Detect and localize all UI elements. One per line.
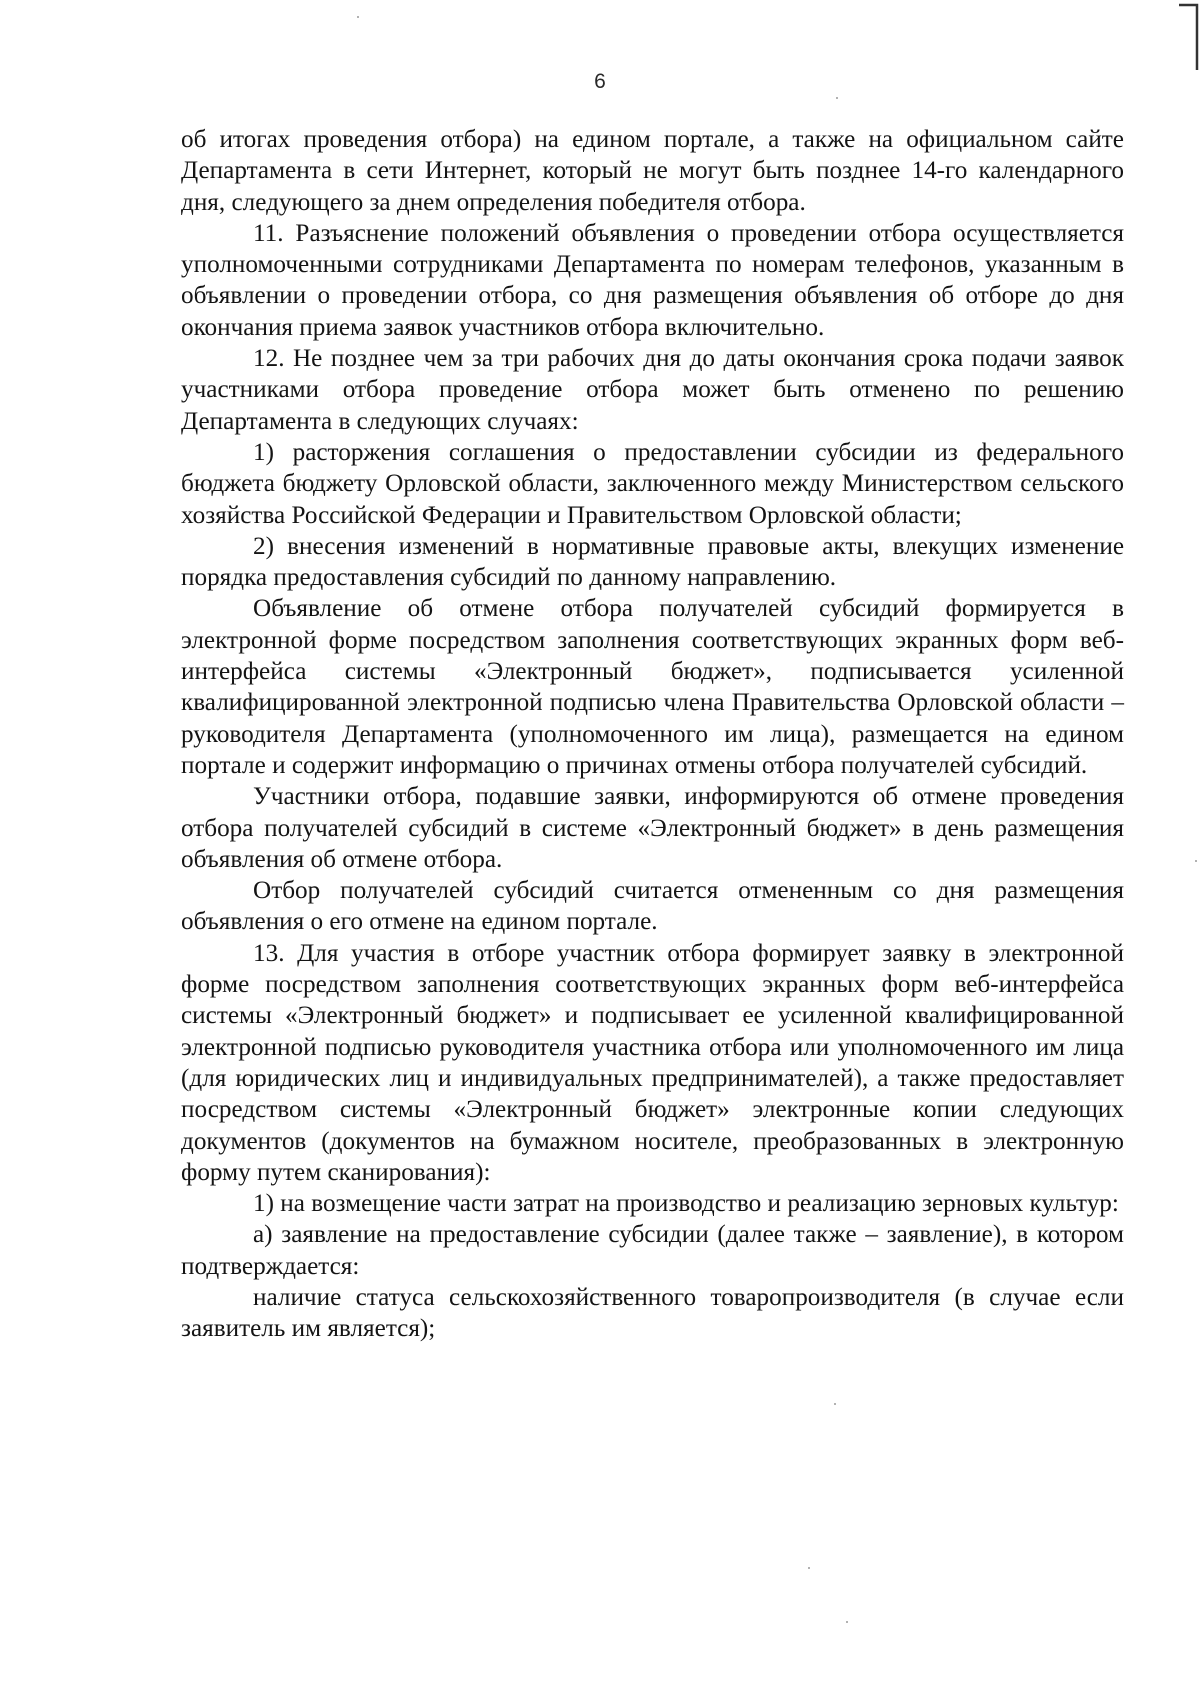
scan-speck	[846, 1621, 848, 1623]
paragraph-selection-cancelled: Отбор получателей субсидий считается отмененным со дня размещения объявления о его отмене на едином портале.	[181, 877, 1124, 936]
scan-speck	[357, 16, 359, 18]
scan-speck	[834, 1403, 836, 1405]
scan-speck	[808, 1567, 810, 1569]
scan-speck	[1195, 860, 1197, 862]
paragraph-status-confirmation: наличие статуса сельскохозяйственного товаропроизводителя (в случае если заявитель им является);	[181, 1283, 1124, 1343]
paragraph-participants-informed: Участники отбора, подавшие заявки, информируются об отмене проведения отбора получателей субсидий в системе «Электронный бюджет» в день размещения объявления об отмене отбора.	[181, 783, 1124, 873]
paragraph-clause-12-item-2: 2) внесения изменений в нормативные правовые акты, влекущих изменение порядка предоставления субсидий по данному направлению.	[181, 532, 1124, 592]
paragraph-clause-13-item-a: а) заявление на предоставление субсидии (далее также – заявление), в котором подтверждается:	[181, 1221, 1124, 1280]
paragraph-clause-12-item-1: 1) расторжения соглашения о предоставлении субсидии из федерального бюджета бюджету Орловской области, заключенного между Министерством сельского хозяйства Российской Федерации и Правительством Орловской области;	[181, 438, 1124, 529]
paragraph-clause-12: 12. Не позднее чем за три рабочих дня до даты окончания срока подачи заявок участниками отбора проведение отбора может быть отменено по решению Департамента в следующих случаях:	[181, 345, 1124, 435]
scan-corner-mark	[1178, 0, 1200, 70]
document-body	[181, 124, 1124, 1345]
page-number: 6	[594, 70, 606, 93]
paragraph-clause-13-item-1: 1) на возмещение части затрат на производство и реализацию зерновых культур:	[253, 1190, 1119, 1218]
paragraph-continuation: об итогах проведения отбора) на едином портале, а также на официальном сайте Департамента в сети Интернет, который не могут быть позднее 14-го календарного дня, следующего за днем определения победителя отбора.	[181, 126, 1124, 216]
paragraph-clause-11: 11. Разъяснение положений объявления о проведении отбора осуществляется уполномоченными сотрудниками Департамента по номерам телефонов, указанным в объявлении о проведении отбора, со дня размещения объявления об отборе до дня окончания приема заявок участников отбора включительно.	[181, 219, 1124, 341]
scan-speck	[836, 97, 838, 99]
paragraph-clause-13: 13. Для участия в отборе участник отбора формирует заявку в электронной форме посредством заполнения соответствующих экранных форм веб-интерфейса системы «Электронный бюджет» и подписывает ее усиленной квалифицированной электронной подписью руководителя участника отбора или уполномоченного им лица (для юридических лиц и индивидуальных предпринимателей), а также предоставляет посредством системы «Электронный бюджет» электронные копии следующих документов (документов на бумажном носителе, преобразованных в электронную форму путем сканирования):	[181, 939, 1124, 1186]
paragraph-cancellation-notice: Объявление об отмене отбора получателей субсидий формируется в электронной форме посредством заполнения соответствующих экранных форм веб-интерфейса системы «Электронный бюджет», подписывается усиленной квалифицированной электронной подписью члена Правительства Орловской области – руководителя Департамента (уполномоченного им лица), размещается на едином портале и содержит информацию о причинах отмены отбора получателей субсидий.	[181, 595, 1124, 779]
